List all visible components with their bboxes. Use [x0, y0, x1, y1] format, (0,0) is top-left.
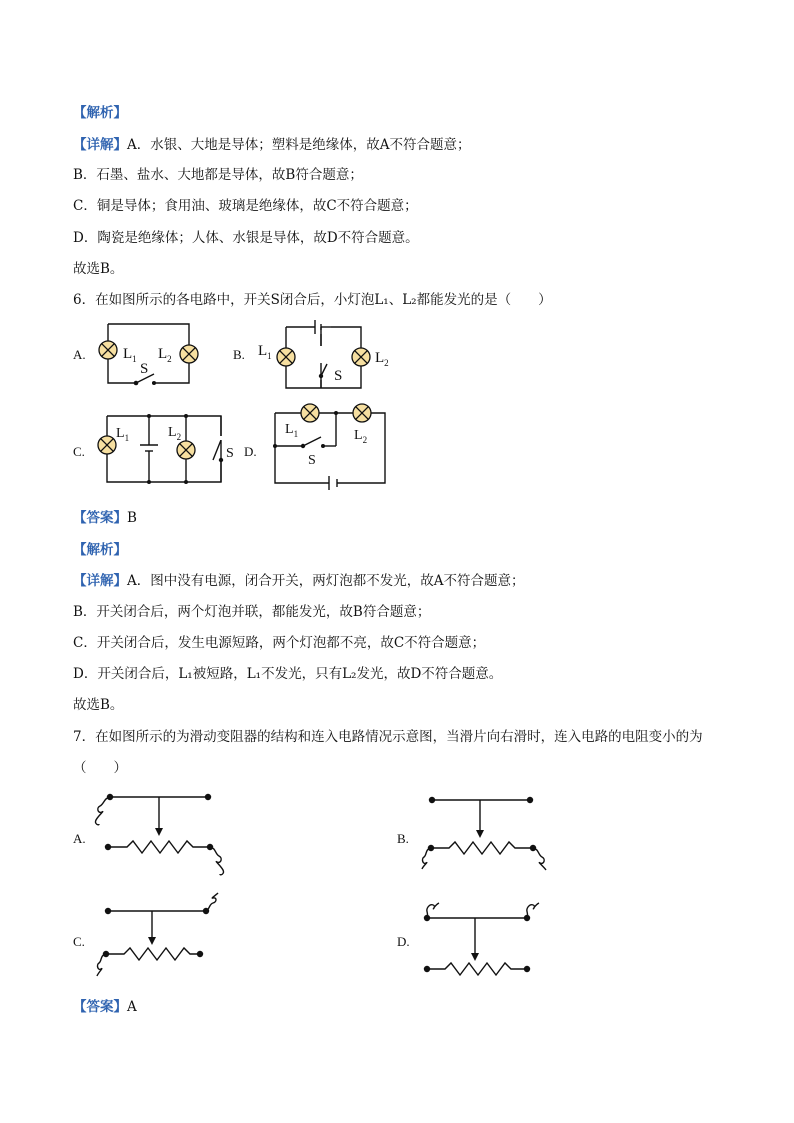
- option-b-label: B.: [233, 347, 245, 362]
- switch-icon: [213, 440, 221, 460]
- analysis-heading: 【解析】: [73, 105, 127, 121]
- svg-text:L2: $L_2$: [168, 425, 182, 442]
- answer-line: [73, 998, 137, 1016]
- svg-text:S: S: [334, 368, 343, 384]
- option-d-label: D.: [244, 444, 257, 459]
- circuit-d-diagram: [270, 400, 400, 498]
- rheostat-b-diagram: [415, 790, 555, 880]
- option-d-label: D.: [397, 934, 410, 949]
- svg-text:L1: $L_1$: [258, 343, 272, 361]
- analysis-line: B．石墨、盐水、大地都是导体，故B符合题意；: [73, 167, 363, 183]
- answer-line: [73, 509, 137, 527]
- resistor-icon: [431, 842, 533, 854]
- svg-text:L2: $L_2$: [158, 346, 172, 364]
- l-label: L: [158, 346, 168, 362]
- svg-text:L1: $L_1$: [116, 426, 130, 443]
- switch-icon: [303, 437, 321, 446]
- analysis-line: C．开关闭合后，发生电源短路，两个灯泡都不亮，故C不符合题意；: [73, 635, 486, 651]
- question-7-stem: 7．在如图所示的为滑动变阻器的结构和连入电路情况示意图，当滑片向右滑时，连入电路的电阻变小的为: [73, 729, 703, 745]
- wire-lead-icon: [97, 954, 106, 976]
- lamp-icon: [98, 436, 116, 454]
- analysis-line: C．铜是导体；食用油、玻璃是绝缘体，故C不符合题意；: [73, 198, 418, 214]
- analysis-line: [73, 572, 525, 590]
- rheostat-c-diagram: [90, 893, 230, 983]
- resistor-icon: [108, 841, 210, 853]
- lamp-icon: [352, 348, 370, 366]
- answer-tag: 【答案】: [73, 999, 127, 1015]
- rheostat-a-diagram: [90, 790, 230, 880]
- answer-tag: 【答案】: [73, 510, 127, 526]
- option-c-label: C.: [73, 444, 85, 459]
- wire-lead-icon: [96, 797, 110, 825]
- lamp-icon: [301, 404, 319, 422]
- circuit-a-diagram: [90, 320, 210, 390]
- detail-tag: 【详解】: [73, 573, 127, 589]
- analysis-heading: 【解析】: [73, 542, 127, 558]
- lamp-icon: [99, 341, 117, 359]
- l-label: L: [123, 346, 133, 362]
- answer-value: A: [127, 999, 137, 1015]
- lamp-icon: [277, 348, 295, 366]
- svg-text:L1: $L_1$: [123, 346, 137, 364]
- conclusion: 故选B。: [73, 261, 124, 277]
- option-b-label: B.: [397, 831, 409, 846]
- svg-text:L2: $L_2$: [354, 428, 368, 445]
- detail-tag: 【详解】: [73, 137, 127, 153]
- wire-lead-icon: [210, 847, 223, 875]
- svg-text:L2: $L_2$: [375, 350, 389, 368]
- rheostat-d-diagram: [415, 893, 555, 983]
- wire-lead-icon: [206, 893, 218, 911]
- svg-text:L1: $L_1$: [285, 422, 299, 439]
- lamp-icon: [353, 404, 371, 422]
- resistor-icon: [427, 963, 527, 975]
- resistor-icon: [106, 948, 200, 960]
- svg-text:S: S: [308, 453, 316, 468]
- svg-text:S: S: [226, 446, 234, 461]
- switch-label: S: [140, 361, 149, 377]
- option-c-label: C.: [73, 934, 85, 949]
- wire-lead-icon: [533, 848, 546, 870]
- wire-lead-icon: [422, 848, 431, 869]
- analysis-line: D．陶瓷是绝缘体；人体、水银是导体，故D不符合题意。: [73, 230, 419, 246]
- lamp-icon: [180, 345, 198, 363]
- circuit-b-diagram: [255, 320, 395, 395]
- circuit-c-diagram: [93, 410, 233, 490]
- analysis-text: A．水银、大地是导体；塑料是绝缘体，故A不符合题意；: [127, 137, 471, 153]
- lamp-icon: [177, 441, 195, 459]
- switch-icon: [321, 364, 327, 376]
- question-7-paren: （ ）: [73, 760, 127, 776]
- option-a-label: A.: [73, 831, 86, 846]
- analysis-line: [73, 136, 471, 154]
- conclusion: 故选B。: [73, 697, 124, 713]
- option-a-label: A.: [73, 347, 86, 362]
- answer-value: B: [127, 510, 137, 526]
- question-6-stem: 6．在如图所示的各电路中，开关S闭合后，小灯泡L₁、L₂都能发光的是（ ）: [73, 292, 552, 308]
- analysis-text: A．图中没有电源，闭合开关，两灯泡都不发光，故A不符合题意；: [127, 573, 525, 589]
- analysis-line: D．开关闭合后，L₁被短路，L₁不发光，只有L₂发光，故D不符合题意。: [73, 666, 503, 682]
- analysis-line: B．开关闭合后，两个灯泡并联，都能发光，故B符合题意；: [73, 604, 431, 620]
